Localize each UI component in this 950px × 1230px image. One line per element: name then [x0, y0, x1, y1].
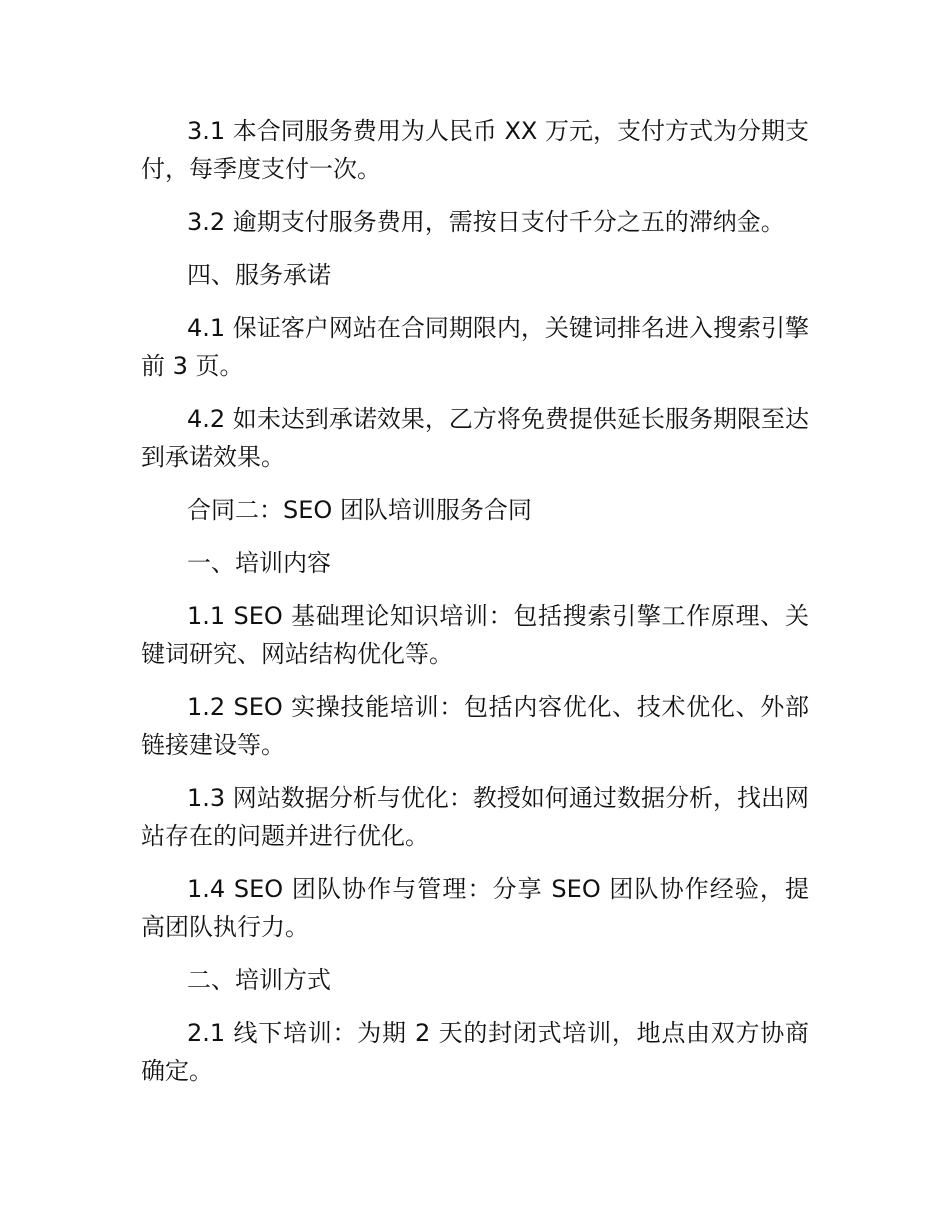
section-heading-training-method: 二、培训方式	[187, 966, 331, 994]
clause-4-2: 4.2 如未达到承诺效果，乙方将免费提供延长服务期限至达到承诺效果。	[141, 405, 809, 471]
document-page	[141, 112, 809, 1105]
clause-1-2: 1.2 SEO 实操技能培训：包括内容优化、技术优化、外部链接建设等。	[141, 693, 809, 759]
clause-1-1: 1.1 SEO 基础理论知识培训：包括搜索引擎工作原理、关键词研究、网站结构优化等。	[141, 602, 809, 668]
clause-1-4: 1.4 SEO 团队协作与管理：分享 SEO 团队协作经验，提高团队执行力。	[141, 875, 809, 941]
clause-2-1: 2.1 线下培训：为期 2 天的封闭式培训，地点由双方协商确定。	[141, 1019, 809, 1085]
clause-3-2: 3.2 逾期支付服务费用，需按日支付千分之五的滞纳金。	[187, 208, 785, 236]
section-heading-training-content: 一、培训内容	[187, 549, 331, 577]
section-heading-service-commitment: 四、服务承诺	[187, 261, 331, 289]
contract-two-title: 合同二：SEO 团队培训服务合同	[187, 496, 532, 524]
clause-1-3: 1.3 网站数据分析与优化：教授如何通过数据分析，找出网站存在的问题并进行优化。	[141, 784, 809, 850]
clause-4-1: 4.1 保证客户网站在合同期限内，关键词排名进入搜索引擎前 3 页。	[141, 314, 809, 380]
clause-3-1: 3.1 本合同服务费用为人民币 XX 万元，支付方式为分期支付，每季度支付一次。	[141, 117, 809, 183]
